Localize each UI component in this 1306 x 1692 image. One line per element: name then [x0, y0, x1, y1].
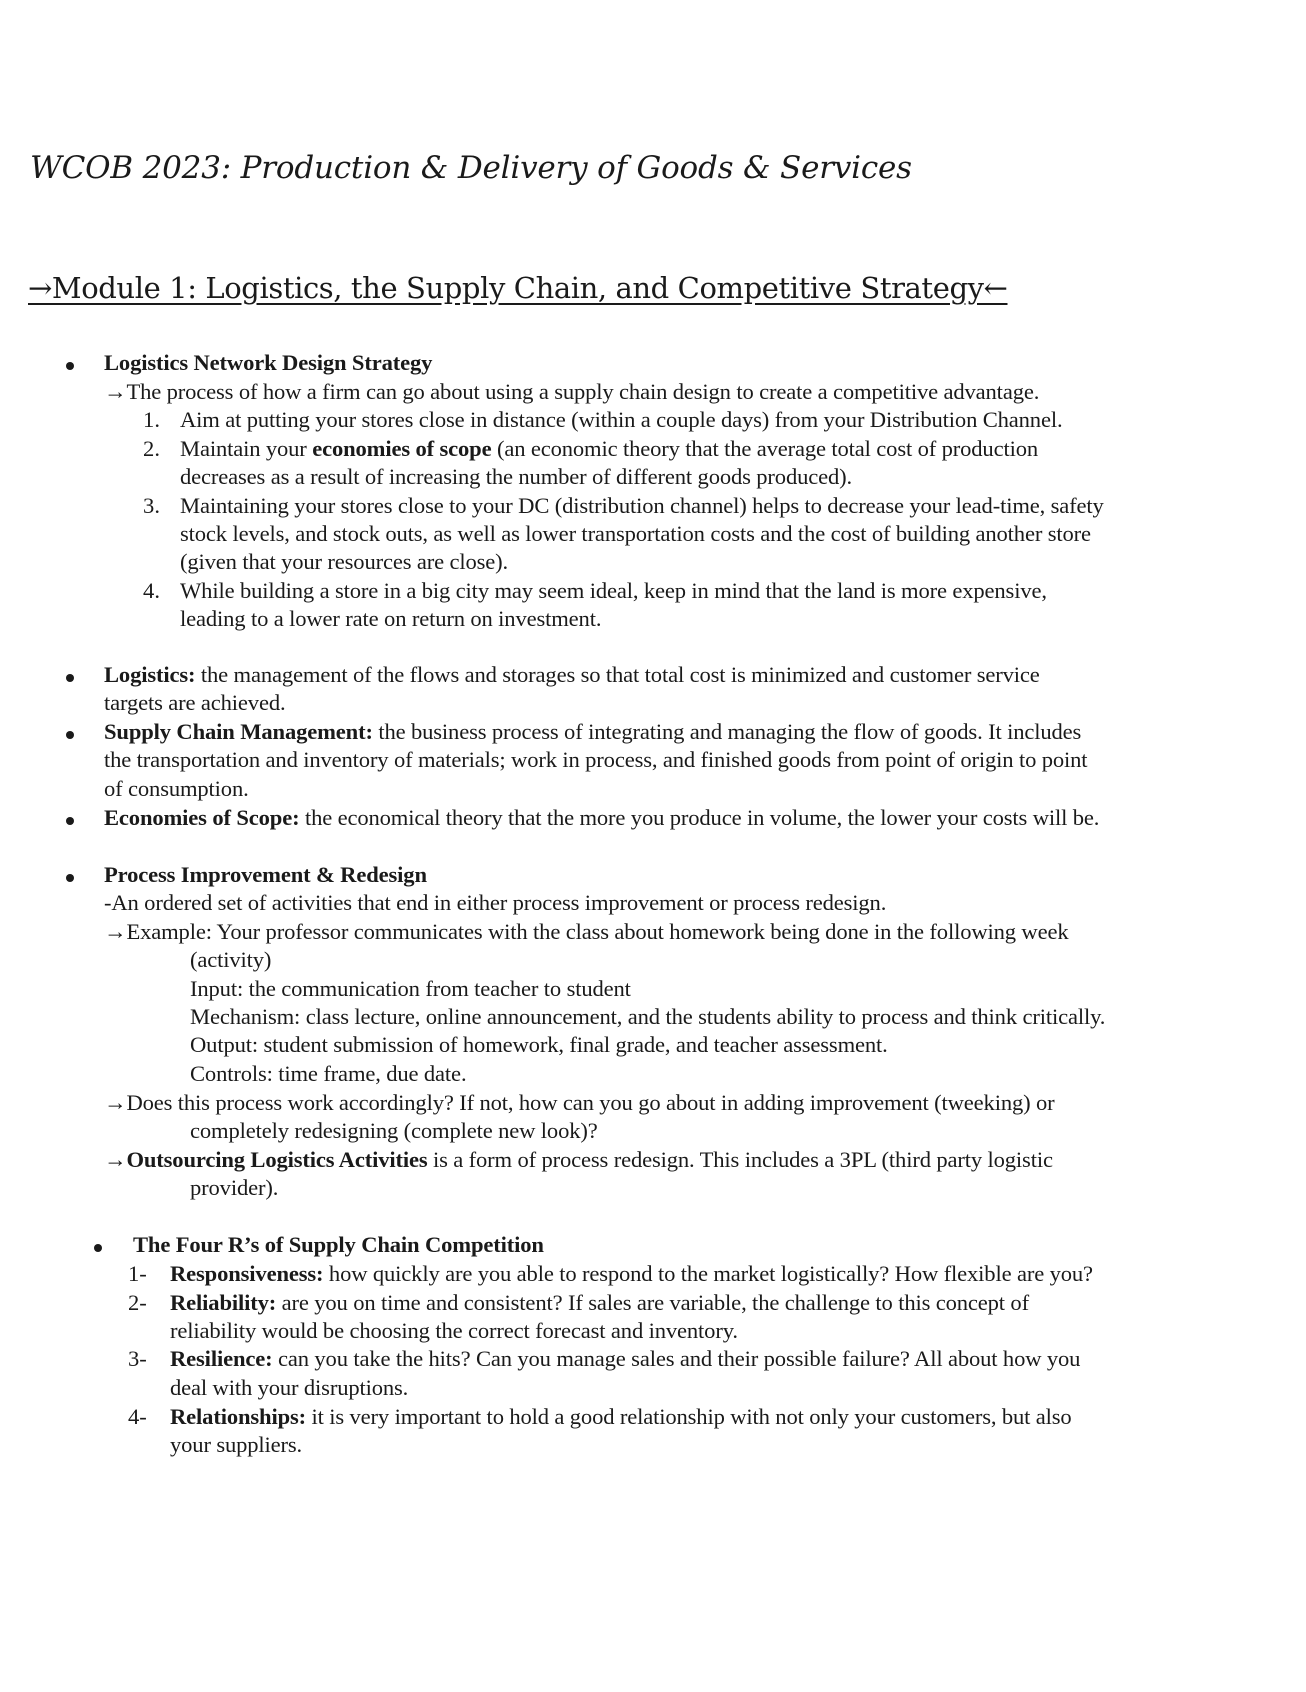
four-r-item: Responsiveness: how quickly are you able to respond to the market logistically? How flexible are you?	[170, 1261, 1093, 1286]
outsourcing-text: provider).	[190, 1175, 279, 1200]
list-item-text: Maintaining your stores close to your DC (distribution channel) helps to decrease your lead-time, safety	[180, 493, 1104, 518]
four-r-text: your suppliers.	[170, 1432, 303, 1457]
list-number: 1-	[128, 1261, 147, 1286]
four-r-term: Relationships:	[170, 1404, 306, 1429]
four-r-text: reliability would be choosing the correct forecast and inventory.	[170, 1318, 738, 1343]
list-number: 4-	[128, 1404, 147, 1429]
four-r-item: Relationships: it is very important to hold a good relationship with not only your customers, but also	[170, 1404, 1072, 1429]
list-number: 2-	[128, 1290, 147, 1315]
bullet-icon	[66, 674, 74, 682]
four-r-term: Resilience:	[170, 1346, 273, 1371]
definition-item: Economies of Scope: the economical theory that the more you produce in volume, the lower your costs will be.	[104, 805, 1100, 830]
list-item-text: leading to a lower rate on return on investment.	[180, 606, 602, 631]
list-number: 3.	[143, 493, 160, 518]
example-text: (activity)	[190, 947, 272, 972]
example-controls: Controls: time frame, due date.	[190, 1061, 467, 1086]
list-number: 4.	[143, 578, 160, 603]
list-number: 2.	[143, 436, 160, 461]
list-item-text: stock levels, and stock outs, as well as lower transportation costs and the cost of building another store	[180, 521, 1091, 546]
four-r-term: Reliability:	[170, 1290, 277, 1315]
example-mechanism: Mechanism: class lecture, online announcement, and the students ability to process and think critically.	[190, 1004, 1106, 1029]
four-r-term: Responsiveness:	[170, 1261, 324, 1286]
four-r-item: Resilience: can you take the hits? Can you manage sales and their possible failure? All about how you	[170, 1346, 1081, 1371]
list-item-text: decreases as a result of increasing the number of different goods produced).	[180, 464, 853, 489]
list-item-text: Aim at putting your stores close in distance (within a couple days) from your Distribution Channel.	[180, 407, 1063, 432]
module-heading: →Module 1: Logistics, the Supply Chain, and Competitive Strategy←	[28, 271, 1008, 305]
bullet-icon	[66, 731, 74, 739]
definition-term: Logistics:	[104, 662, 196, 687]
definition-term: Economies of Scope:	[104, 805, 300, 830]
bullet-icon	[94, 1244, 102, 1252]
question-text: →Does this process work accordingly? If not, how can you go about in adding improvement (tweeking) or	[104, 1090, 1055, 1115]
four-r-text: deal with your disruptions.	[170, 1375, 409, 1400]
definition-item: Supply Chain Management: the business process of integrating and managing the flow of goods. It includes	[104, 719, 1082, 744]
section-text: -An ordered set of activities that end in either process improvement or process redesign.	[104, 890, 887, 915]
section-intro: →The process of how a firm can go about using a supply chain design to create a competitive advantage.	[104, 379, 1040, 404]
definition-text: targets are achieved.	[104, 690, 286, 715]
definition-text: of consumption.	[104, 776, 249, 801]
section-heading: The Four R’s of Supply Chain Competition	[133, 1232, 544, 1257]
example-input: Input: the communication from teacher to student	[190, 976, 631, 1001]
example-output: Output: student submission of homework, final grade, and teacher assessment.	[190, 1032, 888, 1057]
list-item-text: Maintain your economies of scope (an economic theory that the average total cost of production	[180, 436, 1039, 461]
list-item-text: (given that your resources are close).	[180, 549, 509, 574]
bold-term: Outsourcing Logistics Activities	[126, 1147, 428, 1172]
list-number: 1.	[143, 407, 160, 432]
bold-term: economies of scope	[312, 436, 492, 461]
bullet-icon	[66, 362, 74, 370]
document-title: WCOB 2023: Production & Delivery of Goods & Services	[30, 150, 912, 186]
list-item-text: While building a store in a big city may seem ideal, keep in mind that the land is more expensive,	[180, 578, 1047, 603]
example-text: →Example: Your professor communicates with the class about homework being done in the following week	[104, 919, 1069, 944]
four-r-item: Reliability: are you on time and consistent? If sales are variable, the challenge to this concept of	[170, 1290, 1029, 1315]
list-number: 3-	[128, 1346, 147, 1371]
bullet-icon	[66, 874, 74, 882]
section-heading: Process Improvement & Redesign	[104, 862, 427, 887]
question-text: completely redesigning (complete new look)?	[190, 1118, 598, 1143]
definition-item: Logistics: the management of the flows and storages so that total cost is minimized and customer service	[104, 662, 1040, 687]
outsourcing-text: →Outsourcing Logistics Activities is a form of process redesign. This includes a 3PL (third party logistic	[104, 1147, 1053, 1172]
definition-term: Supply Chain Management:	[104, 719, 373, 744]
section-heading: Logistics Network Design Strategy	[104, 350, 433, 375]
definition-text: the transportation and inventory of materials; work in process, and finished goods from point of origin to point	[104, 747, 1088, 772]
bullet-icon	[66, 817, 74, 825]
